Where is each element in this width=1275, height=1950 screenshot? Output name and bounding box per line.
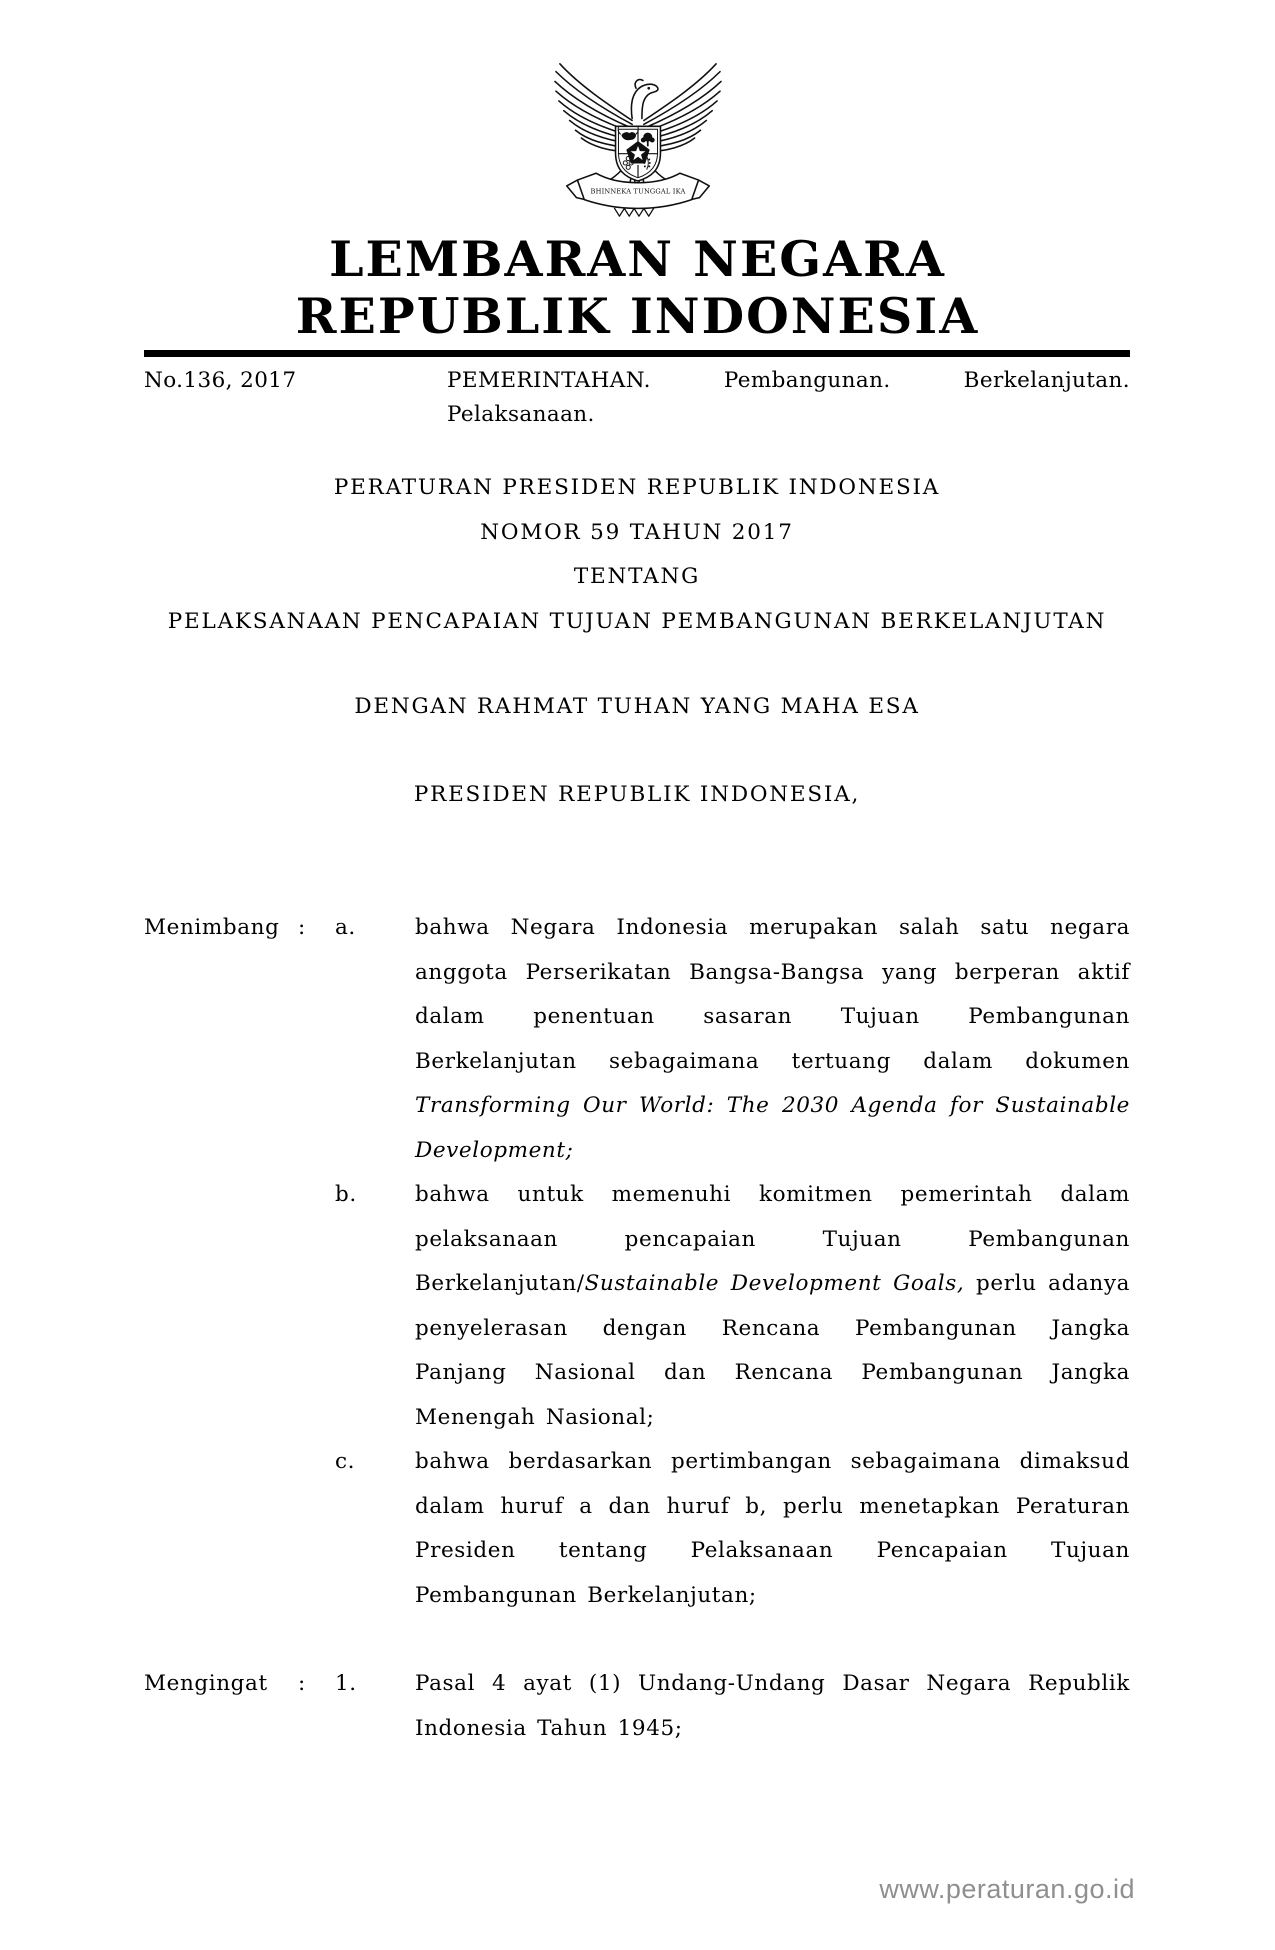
- consideration-item-c: [144, 1440, 1130, 1618]
- legal-basis-separator: :: [298, 1671, 306, 1696]
- masthead-title-line1: LEMBARAN NEGARA: [329, 230, 946, 288]
- list-marker: a.: [335, 915, 356, 940]
- legal-basis-section: [144, 1662, 1130, 1751]
- legal-basis-text: Pasal 4 ayat (1) Undang-Undang Dasar Negara Republik Indonesia Tahun 1945;: [415, 1671, 1130, 1741]
- regulation-heading-subject: PELAKSANAAN PENCAPAIAN TUJUAN PEMBANGUNAN BERKELANJUTAN: [167, 608, 1107, 634]
- legal-basis-item-1: [144, 1662, 1130, 1751]
- issue-subject: [447, 364, 1130, 432]
- regulation-heading-number: NOMOR 59 TAHUN 2017: [480, 519, 794, 545]
- consideration-item-b: [144, 1173, 1130, 1440]
- garuda-pancasila-emblem: [550, 56, 726, 228]
- masthead-title-line2: REPUBLIK INDONESIA: [295, 287, 980, 345]
- garuda-icon: [550, 56, 726, 224]
- regulation-heading-tentang: TENTANG: [573, 564, 701, 589]
- list-marker: c.: [335, 1449, 356, 1474]
- consideration-text: bahwa berdasarkan pertimbangan sebagaimana dimaksud dalam huruf a dan huruf b, perlu menetapkan Peraturan Presiden tentang Pelaksanaan Pencapaian Tujuan Pembangunan Berkelanjutan;: [415, 1449, 1130, 1608]
- considerations-label: Menimbang: [144, 915, 280, 940]
- consideration-item-a: [144, 906, 1130, 1173]
- list-marker: b.: [335, 1182, 357, 1207]
- issue-subject-line1: PEMERINTAHAN. Pembangunan. Berkelanjutan.: [447, 368, 1130, 393]
- masthead-divider: [144, 350, 1130, 357]
- authority-line: PRESIDEN REPUBLIK INDONESIA,: [413, 782, 861, 807]
- consideration-text: bahwa Negara Indonesia merupakan salah satu negara anggota Perserikatan Bangsa-Bangsa yang berperan aktif dalam penentuan sasaran Tujuan Pembangunan Berkelanjutan sebagaimana tertuang dalam dokumen Transforming Our World: The 2030 Agenda for Sustainable Development;: [415, 915, 1130, 1163]
- list-marker: 1.: [335, 1671, 357, 1696]
- regulation-heading-type: PERATURAN PRESIDEN REPUBLIK INDONESIA: [333, 475, 941, 500]
- issue-subject-line2: Pelaksanaan.: [447, 402, 595, 427]
- invocation-line: DENGAN RAHMAT TUHAN YANG MAHA ESA: [354, 694, 920, 719]
- emblem-motto: BHINNEKA TUNGGAL IKA: [590, 187, 685, 196]
- masthead: [0, 231, 1275, 345]
- legal-basis-label: Mengingat: [144, 1671, 268, 1696]
- consideration-text: bahwa untuk memenuhi komitmen pemerintah dalam pelaksanaan pencapaian Tujuan Pembangunan Berkelanjutan/Sustainable Development Goals, perlu adanya penyelerasan dengan Rencana Pembangunan Jangka Panjang Nasional dan Rencana Pembangunan Jangka Menengah Nasional;: [415, 1182, 1130, 1430]
- considerations-section: [144, 906, 1130, 1618]
- issue-line: [144, 364, 1130, 432]
- regulation-heading: [144, 466, 1130, 644]
- considerations-separator: :: [298, 915, 306, 940]
- issue-number: No.136, 2017: [144, 368, 297, 393]
- watermark-url: www.peraturan.go.id: [879, 1874, 1135, 1904]
